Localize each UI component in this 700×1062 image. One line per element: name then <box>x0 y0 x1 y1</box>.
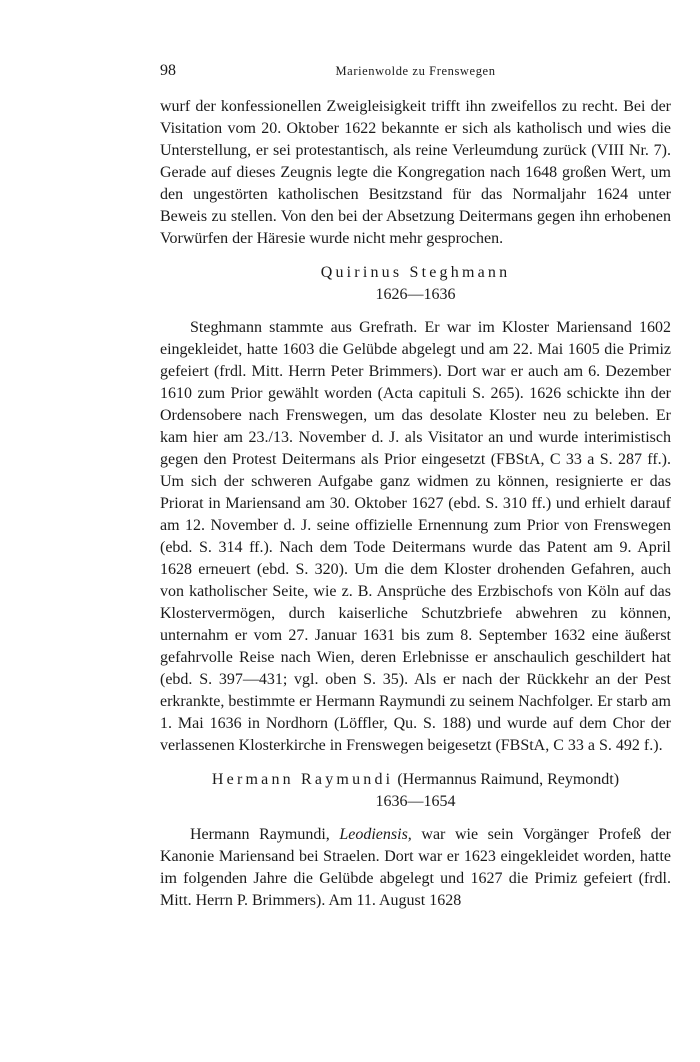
section-spacer <box>160 757 671 769</box>
italic-term: Leodiensis, <box>339 826 412 843</box>
section-heading: Quirinus Steghmann <box>320 264 511 281</box>
paragraph-lead: Hermann Raymundi, <box>190 826 330 843</box>
section-paragraph: Steghmann stammte aus Grefrath. Er war im Kloster Mariensand 1602 eingekleidet, hatte 1603 die Gelübde abgelegt und am 22. Mai 1605 die Primiz gefeiert (frdl. Mitt. Herrn Peter Brimmers). Dort war er auch am 6. Dezember 1610 zum Prior gewählt worden (Acta capituli S. 265). 1626 schickte ihn der Ordensobere nach Frenswegen, um das desolate Kloster neu zu beleben. Er kam hier am 23./13. November d. J. als Visitator an und wurde interimistisch gegen den Protest Deitermans als Prior eingesetzt (FBStA, C 33 a S. 287 ff.). Um sich der schweren Aufgabe ganz widmen zu können, resignierte er das Priorat in Mariensand am 30. Oktober 1627 (ebd. S. 310 ff.) und erhielt darauf am 12. November d. J. seine offizielle Ernennung zum Prior von Frenswegen (ebd. S. 314 ff.). Nach dem Tode Deitermans wurde das Patent am 9. April 1628 erneuert (ebd. S. 320). Um die dem Kloster drohenden Gefahren, auch von katholischer Seite, wie z. B. Ansprüche des Erzbischofs von Köln auf das Klostervermögen, durch kaiserliche Schutzbriefe abwehren zu können, unternahm er vom 27. Januar 1631 bis zum 8. September 1632 eine äußerst gefahrvolle Reise nach Wien, deren Erlebnisse er anschaulich geschildert hat (ebd. S. 397—431; vgl. oben S. 35). Als er nach der Rückkehr an der Pest erkrankte, bestimmte er Hermann Raymundi zu seinem Nachfolger. Er starb am 1. Mai 1636 in Nordhorn (Löffler, Qu. S. 188) und wurde auf dem Chor der verlassenen Klosterkirche in Frenswegen beigesetzt (FBStA, C 33 a S. 492 f.). <box>160 319 671 754</box>
document-page <box>160 62 671 912</box>
section-dates: 1636—1654 <box>375 793 456 810</box>
section-hermann-raymundi <box>160 769 671 912</box>
intro-paragraph: wurf der konfessionellen Zweigleisigkeit trifft ihn zweifellos zu recht. Bei der Visitation vom 20. Oktober 1622 bekannte er sich als katholisch und wies die Unterstellung, er sei protestantisch, als reine Verleumdung zurück (VIII Nr. 7). Gerade auf dieses Zeugnis legte die Kongregation nach 1648 großen Wert, um den ungestörten katholischen Besitzstand für das Normaljahr 1624 unter Beweis zu stellen. Von den bei der Absetzung Deitermans gegen ihn erhobenen Vorwürfen der Häresie wurde nicht mehr gesprochen. <box>160 98 671 247</box>
section-dates: 1626—1636 <box>375 286 456 303</box>
section-heading-variants: (Hermannus Raimund, Reymondt) <box>397 771 620 788</box>
section-heading-name: Hermann Raymundi <box>211 771 394 788</box>
paragraph-body: war wie sein Vorgänger Profeß der Kanonie Mariensand bei Straelen. Dort war er 1623 eingekleidet worden, hatte im folgenden Jahre die Gelübde abgelegt und 1627 die Primiz gefeiert (frdl. Mitt. Herrn P. Brimmers). Am 11. August 1628 <box>160 826 671 909</box>
section-spacer <box>160 250 671 262</box>
running-title: Marienwolde zu Frenswegen <box>335 64 496 78</box>
section-paragraph <box>160 824 671 912</box>
section-heading <box>160 769 671 791</box>
page-number: 98 <box>160 62 176 79</box>
section-quirinus-steghmann <box>160 262 671 757</box>
page-header <box>160 62 671 86</box>
